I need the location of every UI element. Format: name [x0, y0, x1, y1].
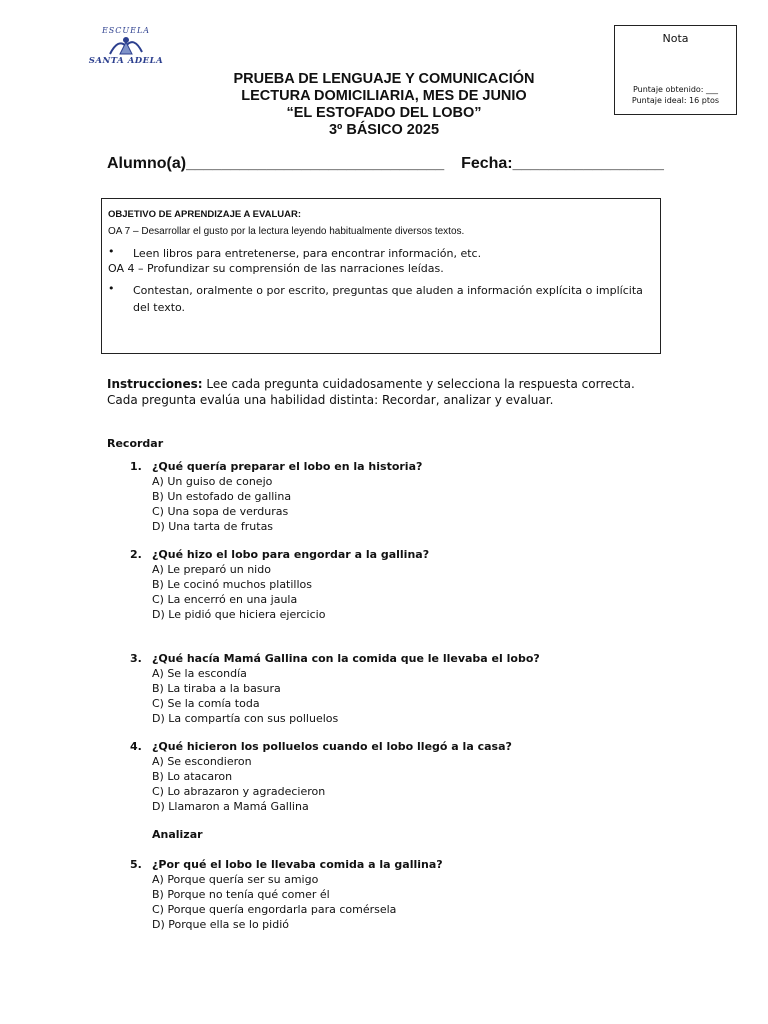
score-obtained: Puntaje obtenido: ___ — [632, 85, 719, 94]
answer-option[interactable]: B) Le cocinó muchos platillos — [152, 578, 312, 591]
score-ideal: Puntaje ideal: 16 ptos — [631, 96, 720, 105]
answer-option[interactable]: A) Porque quería ser su amigo — [152, 873, 319, 886]
objectives-title: OBJETIVO DE APRENDIZAJE A EVALUAR: — [108, 209, 302, 220]
question-text: ¿Qué hicieron los polluelos cuando el lobo llegó a la casa? — [152, 740, 512, 753]
answer-option[interactable]: D) Una tarta de frutas — [152, 520, 274, 533]
answer-option[interactable]: C) Porque quería engordarla para comérsela — [152, 903, 397, 916]
bullet-icon: • — [108, 245, 115, 258]
section-recordar: Recordar — [107, 437, 164, 450]
instructions — [107, 376, 667, 408]
logo-text-bottom: SANTA ADELA — [88, 56, 164, 66]
section-analizar: Analizar — [152, 828, 203, 841]
title-line-1: PRUEBA DE LENGUAJE Y COMUNICACIÓN — [233, 71, 535, 87]
bullet-icon: • — [108, 282, 115, 295]
title-line-3: “EL ESTOFADO DEL LOBO” — [286, 105, 482, 121]
answer-option[interactable]: B) La tiraba a la basura — [152, 682, 281, 695]
school-logo — [78, 26, 174, 74]
answer-option[interactable]: A) Le preparó un nido — [152, 563, 271, 576]
student-info-row — [107, 155, 667, 173]
instructions-text-2: Cada pregunta evalúa una habilidad distinta: Recordar, analizar y evaluar. — [107, 393, 554, 407]
answer-option[interactable]: C) La encerró en una jaula — [152, 593, 298, 606]
answer-option[interactable]: A) Un guiso de conejo — [152, 475, 273, 488]
grade-box — [614, 25, 737, 115]
instructions-label: Instrucciones: — [107, 377, 203, 391]
page-title — [170, 71, 598, 139]
answer-option[interactable]: C) Una sopa de verduras — [152, 505, 289, 518]
answer-option[interactable]: D) Le pidió que hiciera ejercicio — [152, 608, 326, 621]
answer-option[interactable]: B) Porque no tenía qué comer él — [152, 888, 330, 901]
answer-option[interactable]: A) Se escondieron — [152, 755, 252, 768]
objectives-box: OBJETIVO DE APRENDIZAJE A EVALUAR: OA 7 – Desarrollar el gusto por la lectura leyendo habitualmente diversos textos. • Leen libros para entretenerse, para encontrar información, etc. OA 4 – Profundizar su comprensión de las narraciones leídas. • Contestan, oralmente o por escrito, preguntas que aluden a información explícita o implícita del texto. — [101, 198, 661, 354]
date-field[interactable]: Fecha:_________________ — [461, 155, 664, 172]
title-line-2: LECTURA DOMICILIARIA, MES DE JUNIO — [241, 88, 527, 104]
student-name-field[interactable]: Alumno(a)_____________________________ — [107, 155, 445, 172]
answer-option[interactable]: D) Llamaron a Mamá Gallina — [152, 800, 309, 813]
title-line-4: 3º BÁSICO 2025 — [328, 122, 440, 138]
answer-option[interactable]: D) La compartía con sus polluelos — [152, 712, 339, 725]
question-text: ¿Qué hacía Mamá Gallina con la comida que le llevaba el lobo? — [152, 652, 540, 665]
answer-option[interactable]: C) Se la comía toda — [152, 697, 260, 710]
question-text: ¿Qué quería preparar el lobo en la historia? — [152, 460, 423, 473]
answer-option[interactable]: B) Lo atacaron — [152, 770, 233, 783]
answer-option[interactable]: A) Se la escondía — [152, 667, 247, 680]
question-text: ¿Qué hizo el lobo para engordar a la gallina? — [152, 548, 430, 561]
answer-option[interactable]: C) Lo abrazaron y agradecieron — [152, 785, 326, 798]
question-text: ¿Por qué el lobo le llevaba comida a la gallina? — [152, 858, 443, 871]
instructions-text-1: Lee cada pregunta cuidadosamente y selecciona la respuesta correcta. — [206, 377, 635, 391]
logo-text-top: ESCUELA — [101, 26, 151, 35]
grade-title: Nota — [662, 32, 689, 45]
logo-emblem-icon — [106, 34, 146, 58]
answer-option[interactable]: B) Un estofado de gallina — [152, 490, 292, 503]
objective-oa7: OA 7 – Desarrollar el gusto por la lectura leyendo habitualmente diversos textos. — [108, 226, 465, 237]
objective-oa4: OA 4 – Profundizar su comprensión de las narraciones leídas. — [108, 262, 444, 275]
answer-option[interactable]: D) Porque ella se lo pidió — [152, 918, 289, 931]
